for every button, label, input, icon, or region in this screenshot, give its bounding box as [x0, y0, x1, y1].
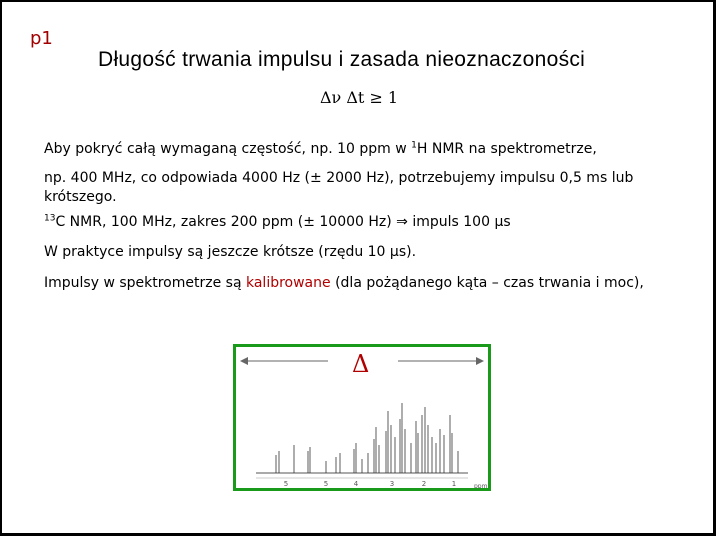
range-arrow-left-head — [240, 357, 248, 365]
axis-tick-label: 2 — [421, 480, 427, 488]
paragraph-1: Aby pokryć całą wymaganą częstość, np. 10 ppm w $^1$H NMR na spektrometrze, — [44, 140, 597, 157]
delta-symbol: Δ — [352, 350, 370, 378]
axis-ticks — [284, 480, 456, 488]
axis-tick-label: 1 — [451, 480, 457, 488]
slide-number: p1 — [30, 28, 53, 49]
uncertainty-formula: Δν Δt ≥ 1 — [320, 88, 399, 107]
spectrum-peaks — [276, 403, 458, 473]
axis-tick-label: 5 — [283, 480, 289, 488]
paragraph-4: W praktyce impulsy są jeszcze krótsze (rzędu 10 μs). — [44, 244, 417, 260]
calibrated-word: kalibrowane — [245, 275, 331, 291]
paragraph-3: $^{13}$C NMR, 100 MHz, zakres 200 ppm (± 10000 Hz) ⇒ impuls 100 μs — [44, 213, 511, 230]
range-arrow-right-head — [476, 357, 484, 365]
axis-tick-label: 3 — [389, 480, 395, 488]
paragraph-2: np. 400 MHz, co odpowiada 4000 Hz (± 2000 Hz), potrzebujemy impulsu 0,5 ms lub krótszego. — [44, 170, 634, 205]
ppm-unit: ppm — [474, 483, 488, 488]
paragraph-5: Impulsy w spektrometrze są kalibrowane (dla pożądanego kąta – czas trwania i moc), — [44, 275, 644, 291]
slide-title: Długość trwania impulsu i zasada nieoznaczoności — [98, 48, 586, 71]
axis-tick-label: 5 — [323, 480, 329, 488]
axis-tick-label: 4 — [353, 480, 359, 488]
